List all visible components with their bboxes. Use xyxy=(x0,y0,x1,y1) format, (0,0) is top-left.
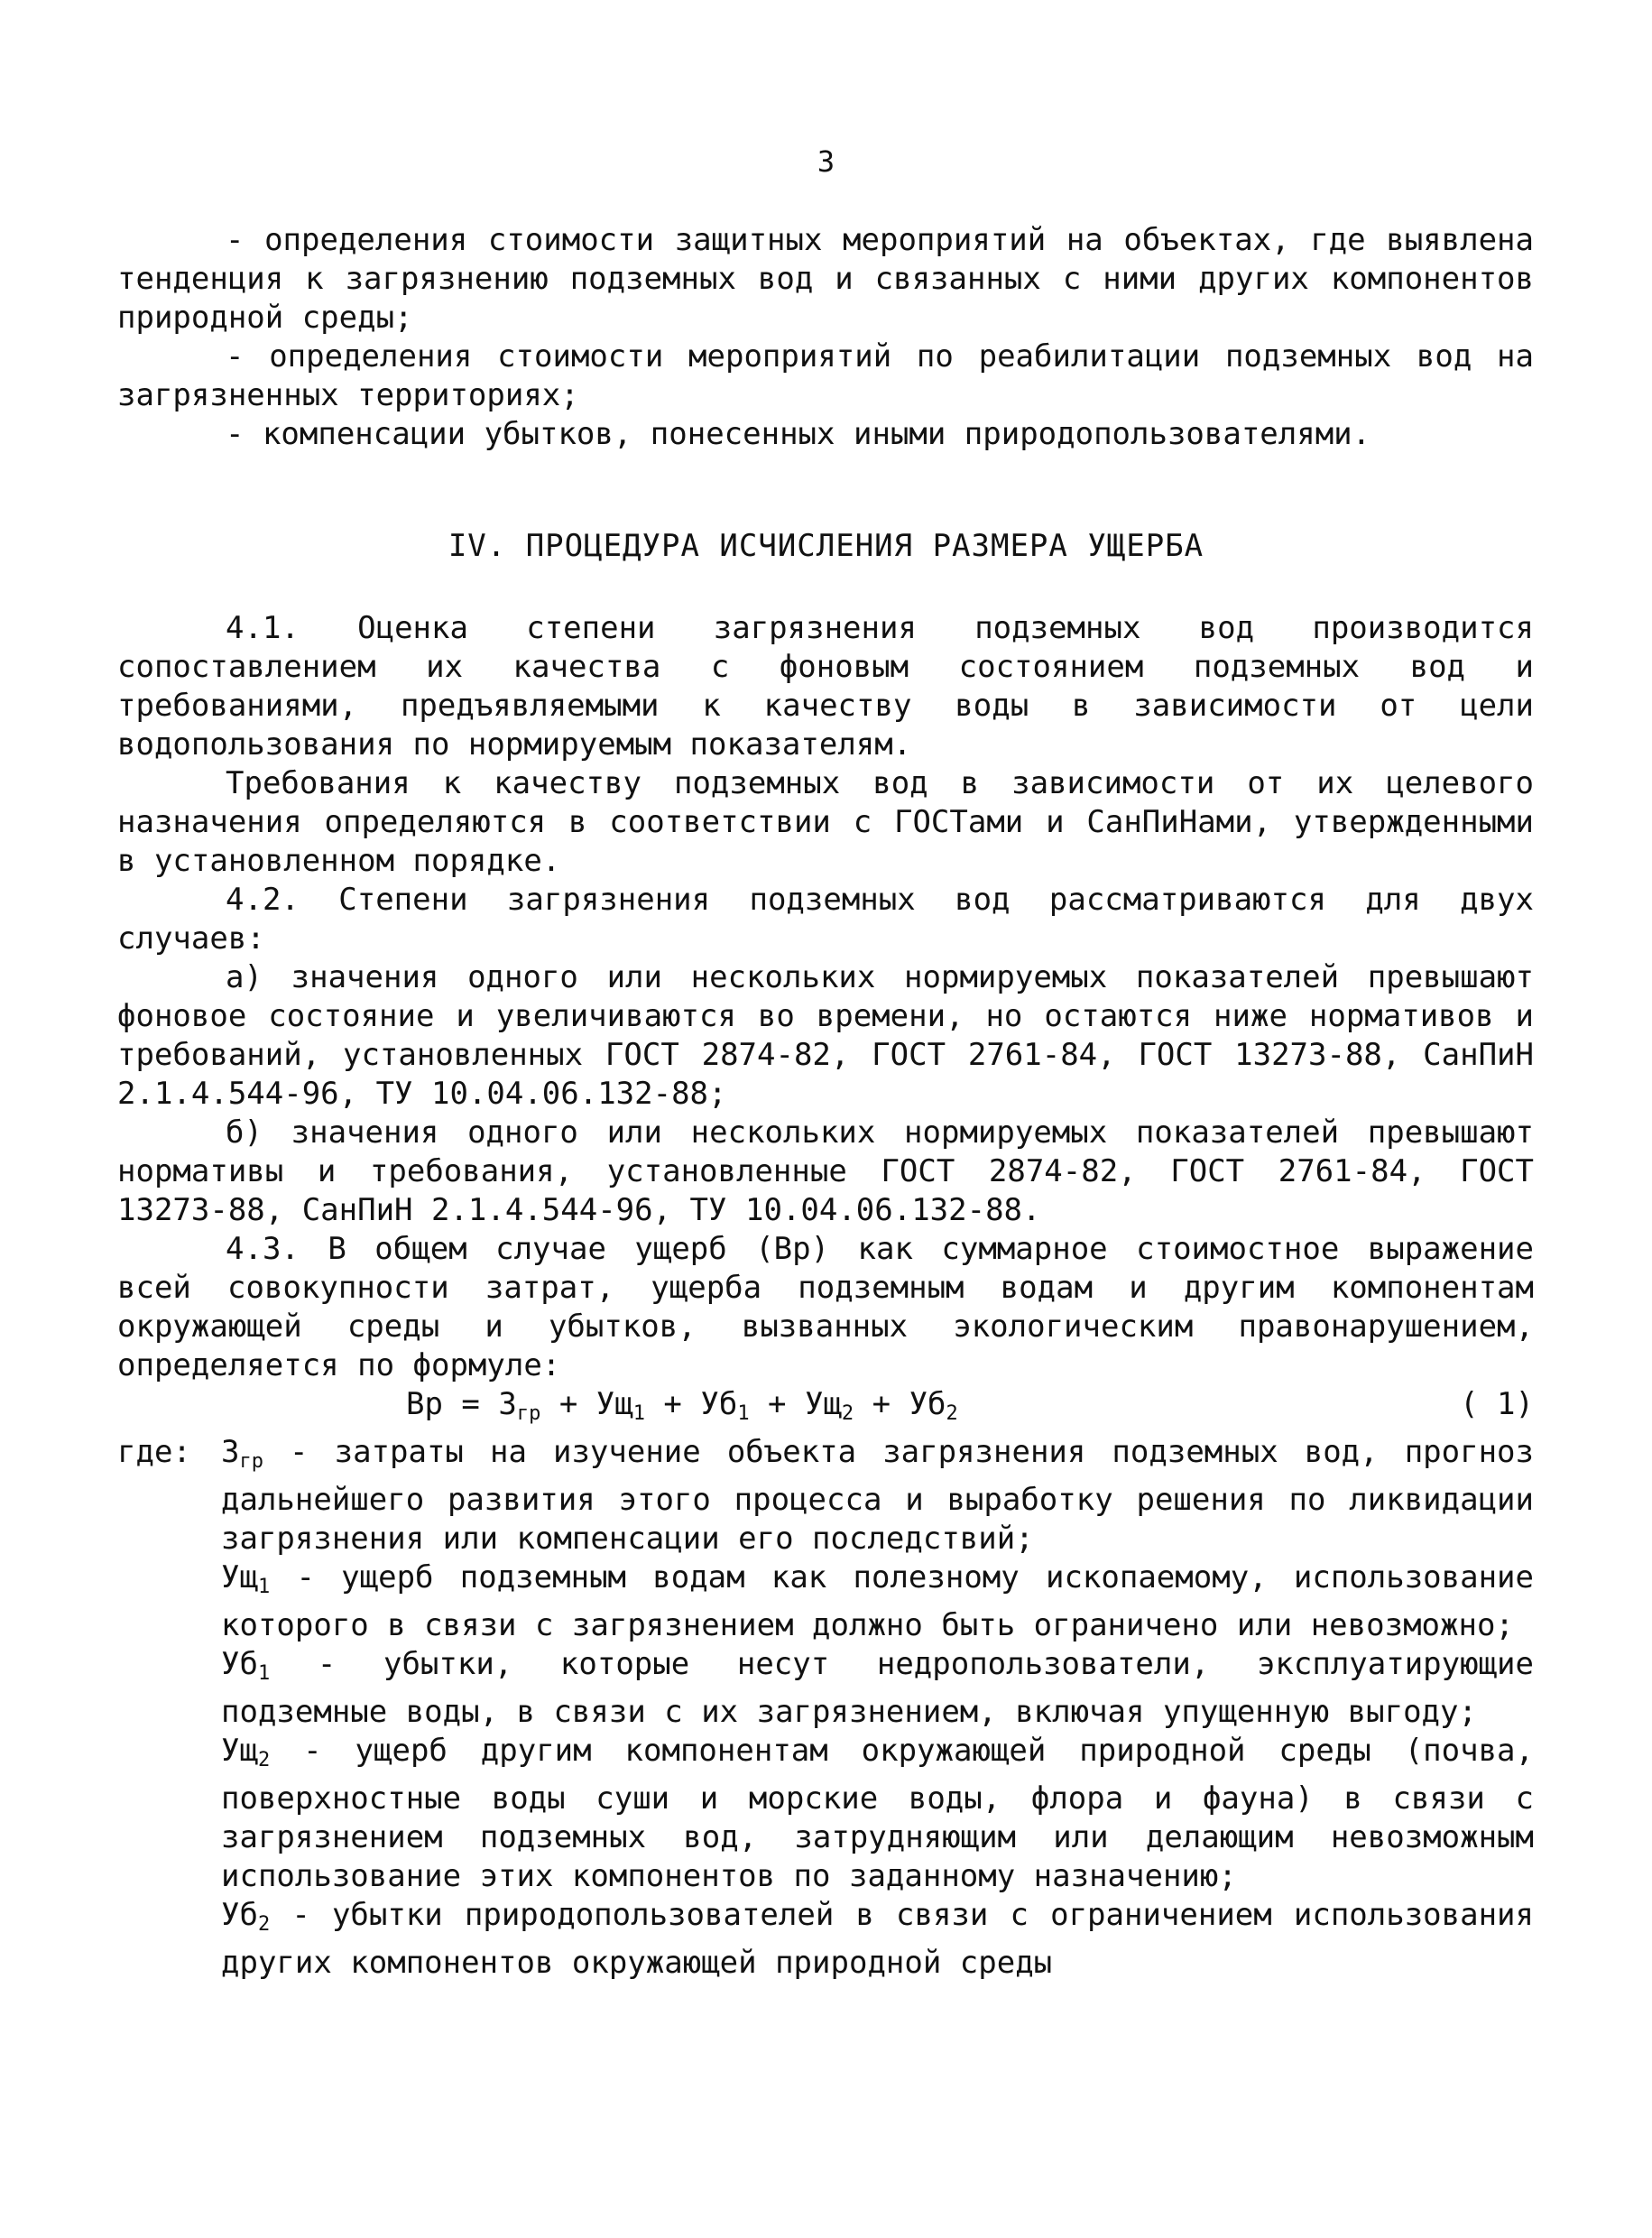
definition-u1 xyxy=(117,1558,1534,1645)
definition-term: $Ущ_1$ xyxy=(221,1559,271,1598)
definition-term: $Уб_2$ xyxy=(221,1897,271,1936)
definition-text: - затраты на изучение объекта загрязнения подземных вод, прогноз дальнейшего развития этого процесса и выработку решения по ликвидации загрязнения или компенсации его последствий; xyxy=(221,1434,1534,1557)
damage-formula xyxy=(117,1385,1534,1433)
formula-definitions xyxy=(117,1433,1534,1983)
formula-expression: Вр = $З_{гр} + Ущ_1 + Уб_1 + Ущ_2 + Уб_2$ xyxy=(406,1386,958,1425)
formula-number: ( 1) xyxy=(1460,1386,1534,1422)
intro-item-rehabilitation-cost: - определения стоимости мероприятий по реабилитации подземных вод на загрязненных территориях; xyxy=(117,338,1534,413)
where-label: где: xyxy=(117,1434,191,1470)
definition-b1 xyxy=(117,1645,1534,1732)
definition-b2 xyxy=(117,1896,1534,1983)
definition-text: - убытки природопользователей в связи с ограничением использования других компонентов окружающей природной среды xyxy=(221,1897,1534,1981)
intro-item-loss-compensation: - компенсации убытков, понесенных иными природопользователями. xyxy=(226,416,1371,452)
paragraph-4-2-a: а) значения одного или нескольких нормируемых показателей превышают фоновое состояние и увеличиваются во времени, но остаются ниже нормативов и требований, установленных ГОСТ 2874-82, ГОСТ 2761-84, ГОСТ 13273-88, СанПиН 2.1.4.544-96, ТУ 10.04.06.132-88; xyxy=(117,959,1534,1112)
definition-term: $З_{гр}$ xyxy=(221,1434,263,1473)
paragraph-4-3: 4.3. В общем случае ущерб (Вр) как суммарное стоимостное выражение всей совокупности затрат, ущерба подземным водам и другим компонентам окружающей среды и убытков, вызванных экологическим правонарушением, определяется по формуле: xyxy=(117,1231,1534,1383)
section-body xyxy=(117,609,1534,1983)
definition-term: $Ущ_2$ xyxy=(221,1733,271,1771)
intro-list xyxy=(117,221,1534,454)
definition-text: - ущерб другим компонентам окружающей природной среды (почва, поверхностные воды суши и морские воды, флора и фауна) в связи с загрязнением подземных вод, затрудняющим или делающим невозможным использование этих компонентов по заданному назначению; xyxy=(221,1733,1534,1894)
definition-text: - убытки, которые несут недропользователи, эксплуатирующие подземные воды, в связи с их загрязнением, включая упущенную выгоду; xyxy=(221,1646,1534,1730)
intro-item-protective-measures-cost: - определения стоимости защитных мероприятий на объектах, где выявлена тенденция к загрязнению подземных вод и связанных с ними других компонентов природной среды; xyxy=(117,222,1534,336)
definition-text: - ущерб подземным водам как полезному ископаемому, использование которого в связи с загрязнением должно быть ограничено или невозможно; xyxy=(221,1559,1534,1643)
paragraph-4-2-b: б) значения одного или нескольких нормируемых показателей превышают нормативы и требования, установленные ГОСТ 2874-82, ГОСТ 2761-84, ГОСТ 13273-88, СанПиН 2.1.4.544-96, ТУ 10.04.06.132-88. xyxy=(117,1114,1534,1228)
page-number: 3 xyxy=(817,144,835,179)
definition-z xyxy=(117,1433,1534,1558)
paragraph-4-1-requirements: Требования к качеству подземных вод в зависимости от их целевого назначения определяются в соответствии с ГОСТами и СанПиНами, утвержденными в установленном порядке. xyxy=(117,765,1534,879)
section-heading: IV. ПРОЦЕДУРА ИСЧИСЛЕНИЯ РАЗМЕРА УЩЕРБА xyxy=(448,528,1204,564)
definition-term: $Уб_1$ xyxy=(221,1646,271,1685)
paragraph-4-1: 4.1. Оценка степени загрязнения подземных вод производится сопоставлением их качества с фоновым состоянием подземных вод и требованиями, предъявляемыми к качеству воды в зависимости от цели водопользования по нормируемым показателям. xyxy=(117,610,1534,763)
definition-u2 xyxy=(117,1732,1534,1896)
paragraph-4-2: 4.2. Степени загрязнения подземных вод рассматриваются для двух случаев: xyxy=(117,882,1534,957)
